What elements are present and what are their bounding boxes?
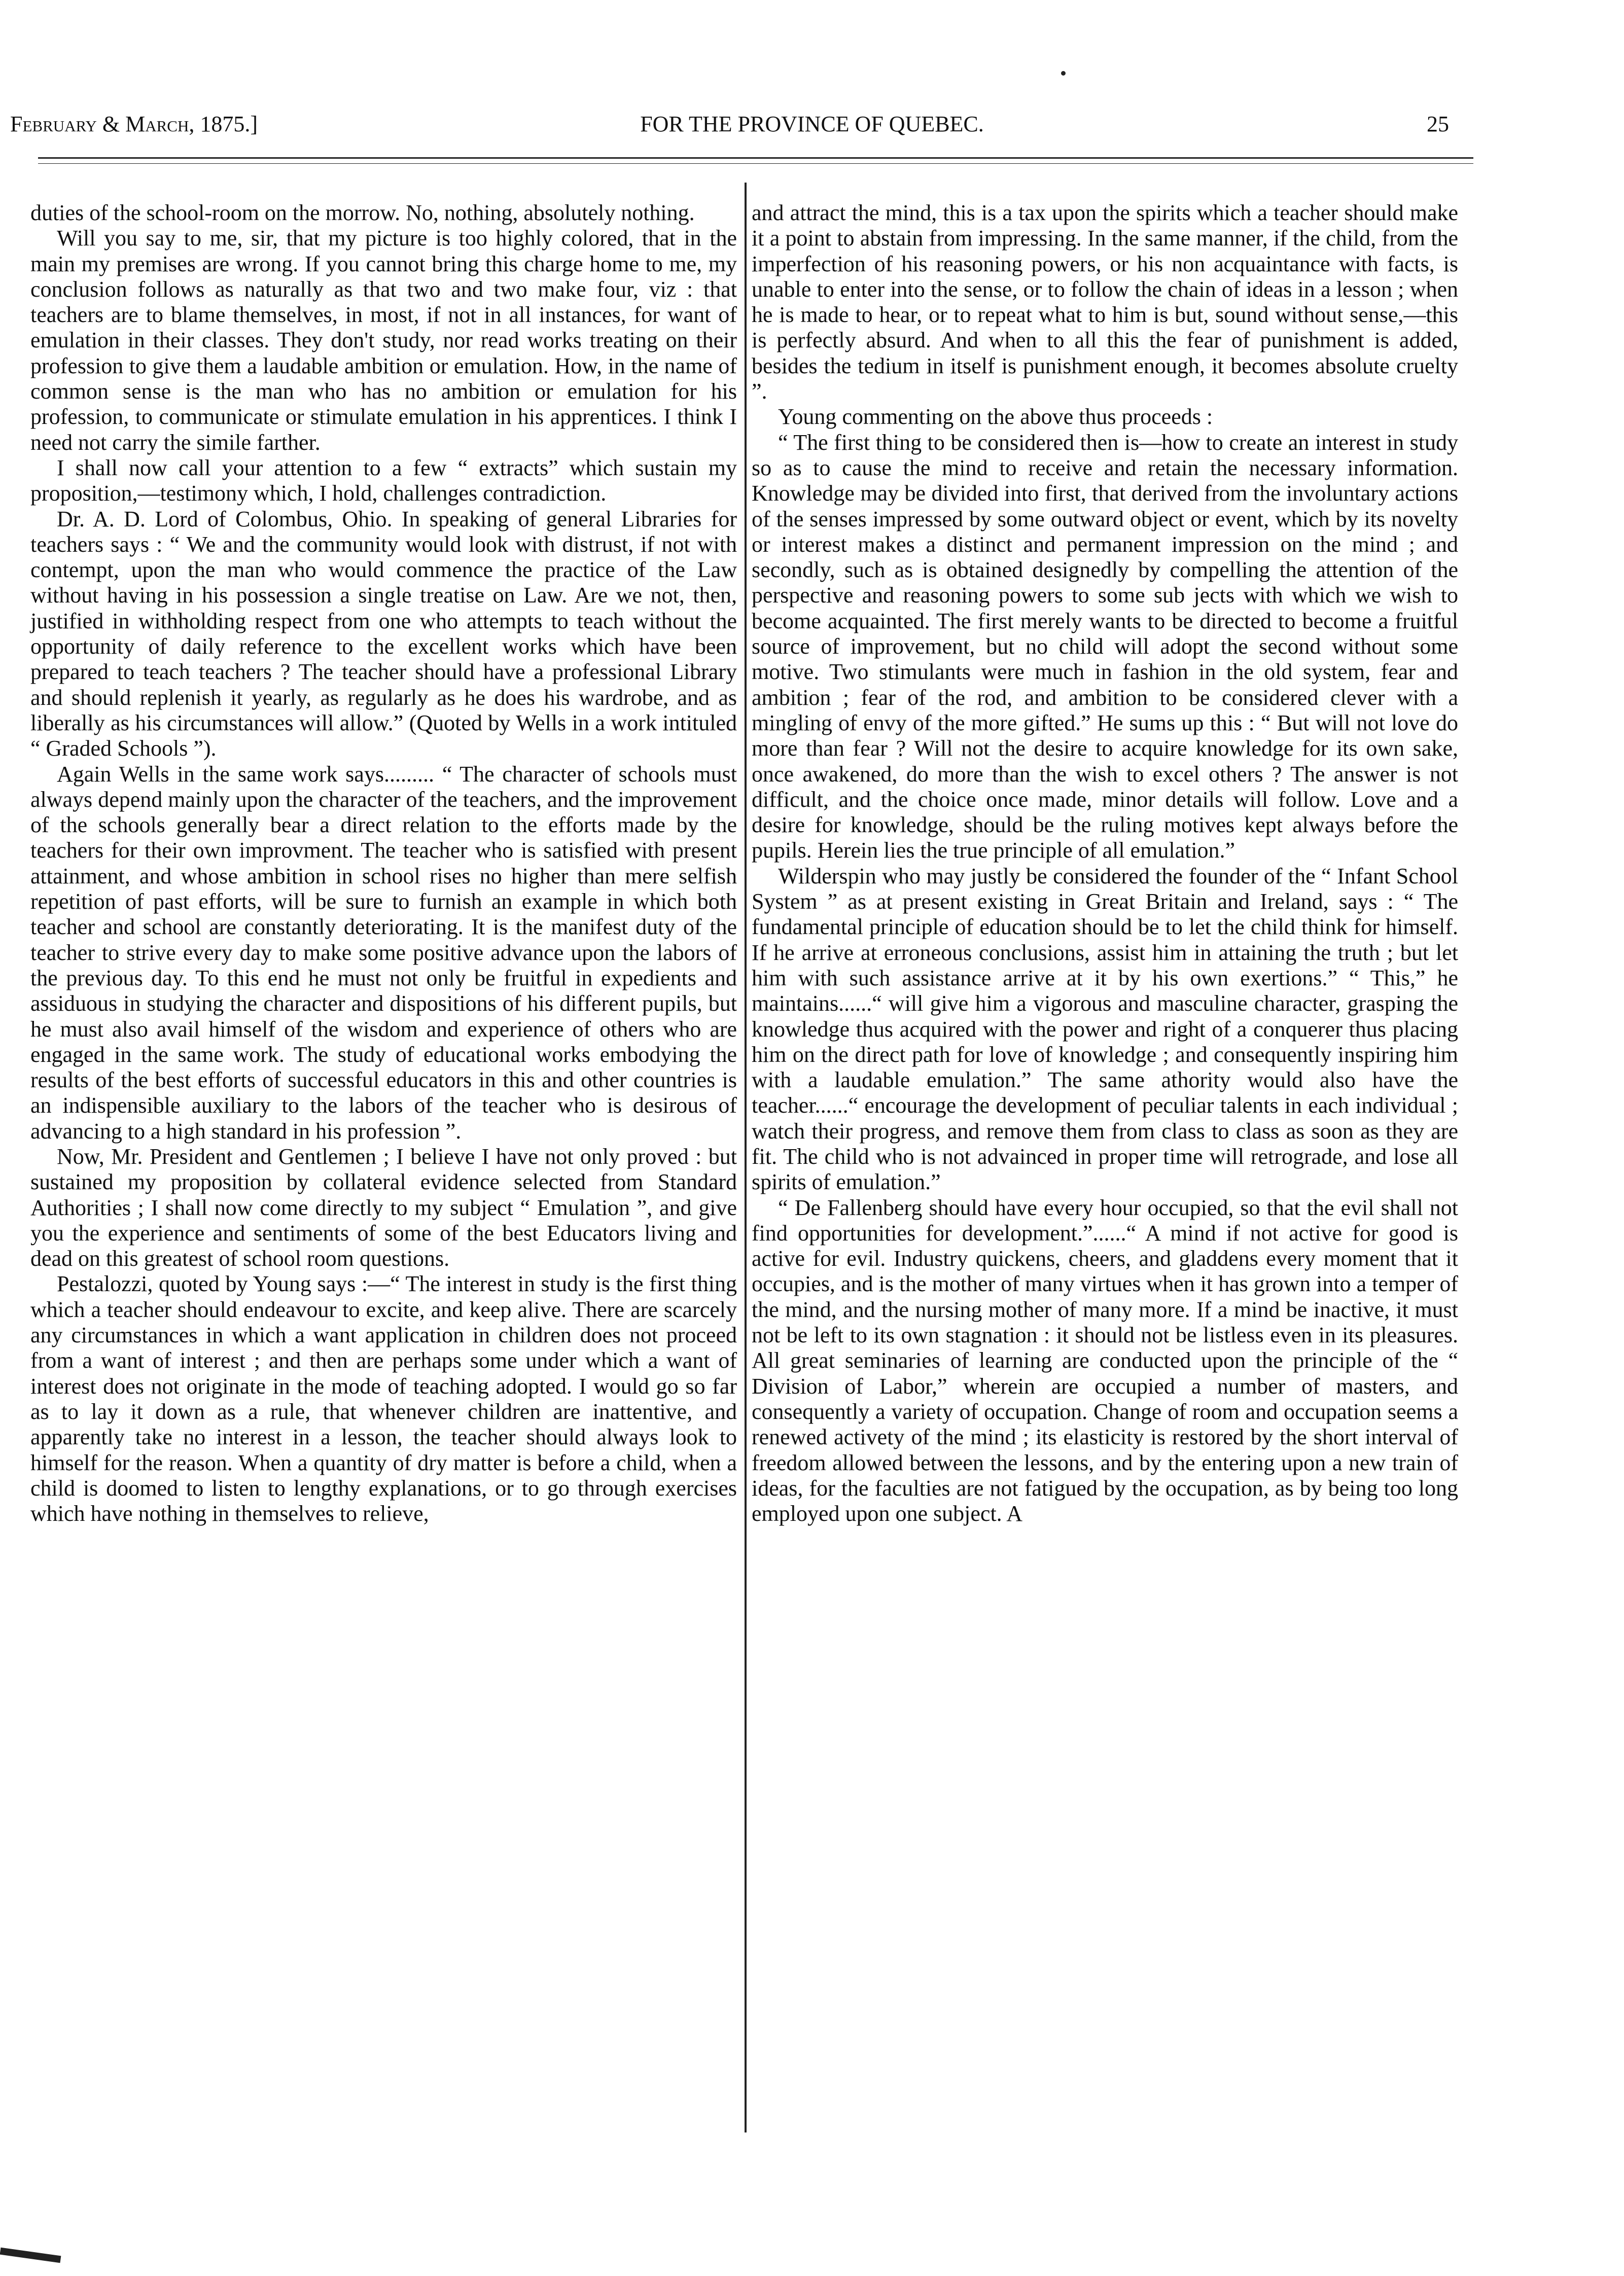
column-divider — [745, 183, 747, 2132]
paragraph: Young commenting on the above thus proceeds : — [778, 404, 1213, 430]
print-speck — [1061, 71, 1066, 76]
paragraph: duties of the school-room on the morrow. No, nothing, absolutely nothing. — [30, 200, 695, 225]
paragraph: and attract the mind, this is a tax upon the spirits which a teacher should make it a point to abstain from impressing. In the same manner, if the child, from the imperfection of his reasoning powers, or his non acquaintance with facts, is unable to enter into the sense, or to follow the chain of ideas in a lesson ; when he is made to hear, or to repeat what to him is but, sound without sense,—this is perfectly absurd. And when to all this the fear of punishment is added, besides the tedium in itself is punishment enough, it becomes absolute cruelty ”. — [752, 200, 1458, 404]
left-column — [30, 200, 737, 1526]
paragraph: Again Wells in the same work says......... “ The character of schools must always depend mainly upon the character of the teachers, and the improvement of the schools generally bear a direct relation to the efforts made by the teachers for their own improvment. The teacher who is satisfied with present attainment, and whose ambition in school rises no higher than mere selfish repetition of past efforts, will be sure to furnish an example in which both teacher and school are constantly deteriorating. It is the manifest duty of the teacher to strive every day to make some positive advance upon the labors of the previous day. To this end he must not only be fruitful in expedients and assiduous in studying the character and dispositions of his different pupils, but he must also avail himself of the wisdom and experience of others who are engaged in the same work. The study of educational works embodying the results of the best efforts of successful educators in this and other countries is an indispensible auxiliary to the labors of the teacher who is desirous of advancing to a high standard in his profession ”. — [30, 761, 737, 1144]
paragraph: “ De Fallenberg should have every hour occupied, so that the evil shall not find opportunities for development.”......“ A mind if not active for good is active for evil. Industry quickens, cheers, and gladdens every moment that it occupies, and is the mother of many virtues when it has grown into a temper of the mind, and the nursing mother of many more. If a mind be inactive, it must not be left to its own stagnation : it should not be listless even in its pleasures. All great seminaries of learning are conducted upon the principle of the “ Division of Labor,” wherein are occupied a number of masters, and consequently a variety of occupation. Change of room and occupation seems a renewed activety of the mind ; its elasticity is restored by the short interval of freedom allowed between the lessons, and by the entering upon a new train of ideas, for the faculties are not fatigued by the occupation, as by being too long employed upon one subject. A — [752, 1195, 1458, 1526]
paragraph: Wilderspin who may justly be considered the founder of the “ Infant School System ” as at present existing in Great Britain and Ireland, says : “ The fundamental principle of education should be to let the child think for himself. If he arrive at erroneous conclusions, assist him in attaining the truth ; but let him with such assistance arrive at it by his own exertions.” “ This,” he maintains......“ will give him a vigorous and masculine character, grasping the knowledge thus acquired with the power and right of a conquerer thus placing him on the direct path for love of knowledge ; and consequently inspiring him with a laudable emulation.” The same athority would also have the teacher......“ encourage the development of peculiar talents in each individual ; watch their progress, and remove them from class to class as soon as they are fit. The child who is not advainced in proper time will retrograde, and lose all spirits of emulation.” — [752, 863, 1458, 1195]
paragraph: Dr. A. D. Lord of Colombus, Ohio. In speaking of general Libraries for teachers says : “ We and the community would look with distrust, if not with contempt, upon the man who would commence the practice of the Law without having in his possession a single treatise on Law. Are we not, then, justified in withholding respect from one who attempts to teach without the opportunity of daily reference to the excellent works which have been prepared to teach teachers ? The teacher should have a professional Library and should replenish it yearly, as regularly as he does his wardrobe, and as liberally as his circumstances will allow.” (Quoted by Wells in a work intituled “ Graded Schools ”). — [30, 506, 737, 761]
paragraph: I shall now call your attention to a few “ extracts” which sustain my proposition,—testimony which, I hold, challenges contradiction. — [30, 455, 737, 506]
header-rule-thin — [38, 163, 1473, 164]
journal-title: FOR THE PROVINCE OF QUEBEC. — [640, 112, 984, 136]
header-rule — [38, 157, 1473, 159]
paragraph: Now, Mr. President and Gentlemen ; I believe I have not only proved : but sustained my proposition by collateral evidence selected from Standard Authorities ; I shall now come directly to my subject “ Emulation ”, and give you the experience and sentiments of some of the best Educators living and dead on this greatest of school room questions. — [30, 1144, 737, 1271]
paragraph: Pestalozzi, quoted by Young says :—“ The interest in study is the first thing which a teacher should endeavour to excite, and keep alive. There are scarcely any circumstances in which a want application in children does not proceed from a want of interest ; and then are perhaps some under which a want of interest does not originate in the mode of teaching adopted. I would go so far as to lay it down as a rule, that whenever children are inattentive, and apparently take no interest in a lesson, the teacher should always look to himself for the reason. When a quantity of dry matter is before a child, when a child is doomed to listen to lengthy explanations, or to go through exercises which have nothing in themselves to relieve, — [30, 1271, 737, 1526]
paragraph: “ The first thing to be considered then is—how to create an interest in study so as to cause the mind to receive and retain the necessary information. Knowledge may be divided into first, that derived from the involuntary actions of the senses impressed by some outward object or event, which by its novelty or interest makes a distinct and permanent impression on the mind ; and secondly, such as is obtained designedly by compelling the attention of the perspective and reasoning powers to some sub jects with which we wish to become acquainted. The first merely wants to be directed to become a fruitful source of improvement, but no child will adopt the second without some motive. Two stimulants were much in fashion in the old system, fear and ambition ; fear of the rod, and ambition to be considered clever with a mingling of envy of the more gifted.” He sums up this : “ But will not love do more than fear ? Will not the desire to acquire knowledge for its own sake, once awakened, do more than the wish to excel others ? The answer is not difficult, and the choice once made, minor details will follow. Love and a desire for knowledge, should be the ruling motives kept always before the pupils. Herein lies the true principle of all emulation.” — [752, 430, 1458, 863]
issue-date: February & March, 1875.] — [10, 112, 258, 136]
right-column — [752, 200, 1458, 1526]
paragraph: Will you say to me, sir, that my picture is too highly colored, that in the main my premises are wrong. If you cannot bring this charge home to me, my conclusion follows as naturally as that two and two make four, viz : that teachers are to blame themselves, in most, if not in all instances, for want of emulation in their classes. They don't study, nor read works treating on their profession to give them a laudable ambition or emulation. How, in the name of common sense is the man who has no ambition or emulation for his profession, to communicate or stimulate emulation in his apprentices. I think I need not carry the simile farther. — [30, 226, 737, 455]
scan-edge-mark — [0, 2248, 61, 2263]
running-header — [0, 109, 1624, 139]
page-number: 25 — [1427, 112, 1449, 136]
